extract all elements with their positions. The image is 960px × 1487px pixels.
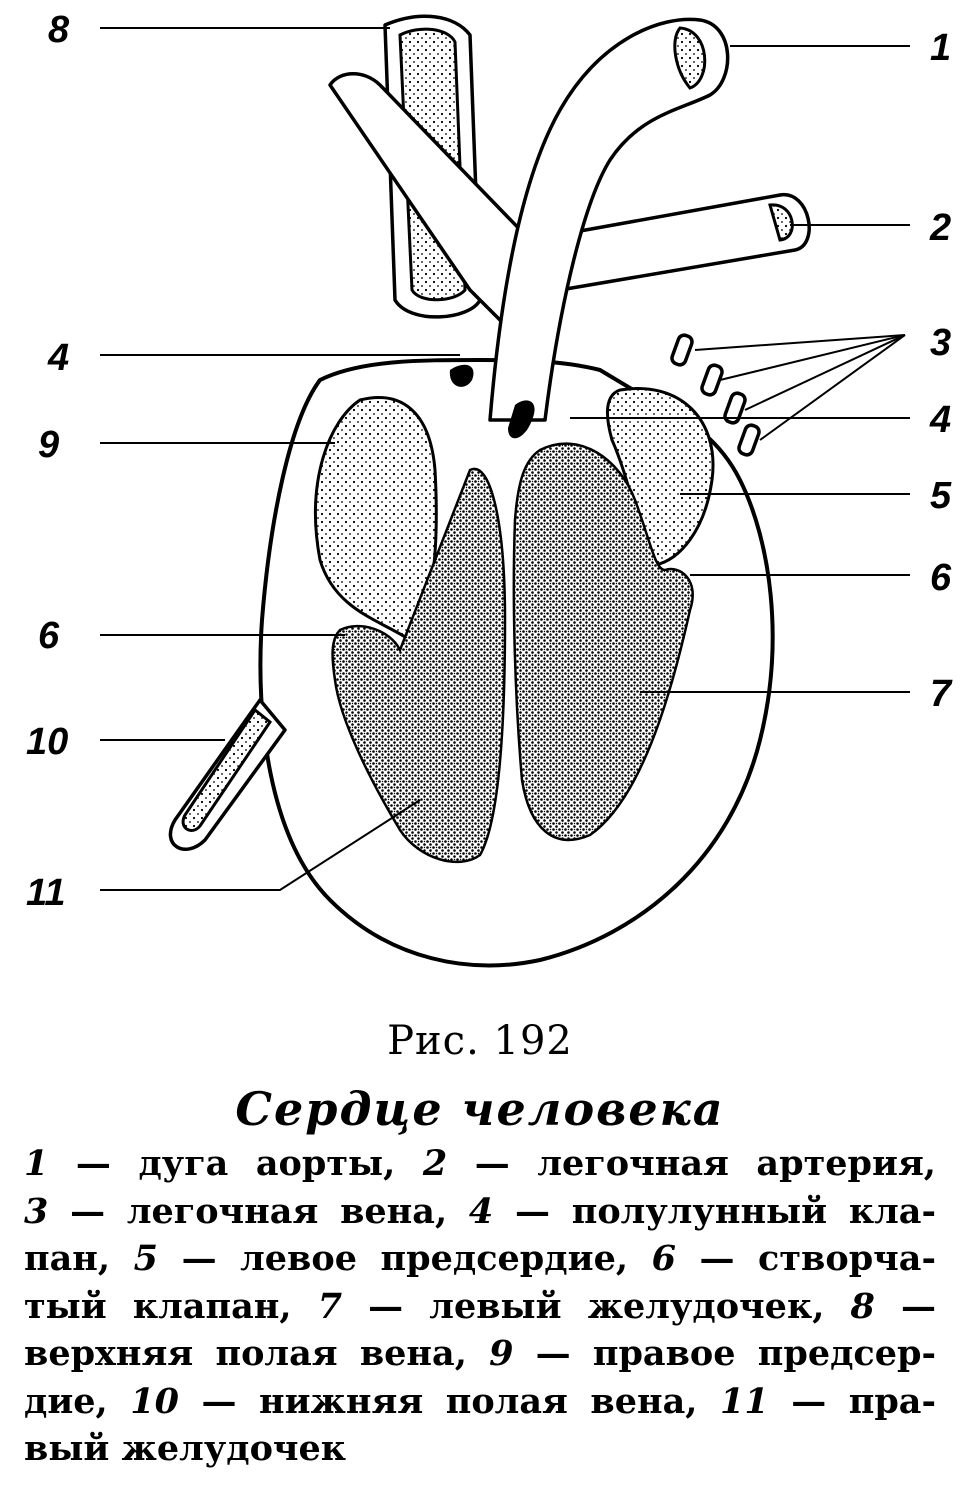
legend-text: — легочная артерия, <box>447 1143 936 1184</box>
legend-text: верхняя полая вена, <box>24 1333 490 1374</box>
legend-number: 3 <box>24 1190 49 1232</box>
legend-text: — легочная вена, <box>48 1190 469 1232</box>
legend-text: пан, <box>24 1238 134 1279</box>
legend-line <box>24 1140 936 1188</box>
legend-text: тый клапан, <box>24 1285 318 1327</box>
callout-6-left: 6 <box>38 615 60 657</box>
callout-9: 9 <box>38 424 60 466</box>
legend-number: 2 <box>422 1143 448 1184</box>
legend-line <box>24 1283 936 1331</box>
legend-text: — правое предсер- <box>513 1333 936 1374</box>
legend-text: — нижняя полая вена, <box>178 1380 720 1422</box>
callout-1: 1 <box>930 27 952 69</box>
callout-4-left: 4 <box>48 337 70 379</box>
callout-4-right: 4 <box>930 399 952 441</box>
legend-text: — створча- <box>675 1238 936 1279</box>
callout-5: 5 <box>930 475 952 517</box>
figure-title: Сердце человека <box>235 1082 725 1136</box>
legend-number: 9 <box>489 1333 514 1374</box>
callout-2: 2 <box>930 207 952 249</box>
callout-3: 3 <box>930 322 952 364</box>
legend-text: — дуга аорты, <box>48 1143 423 1184</box>
callout-7: 7 <box>930 673 952 715</box>
legend-number: 11 <box>719 1380 769 1422</box>
legend-number: 6 <box>651 1238 676 1279</box>
legend-text: — пра- <box>768 1380 937 1422</box>
callout-6-right: 6 <box>930 557 952 599</box>
legend-number: 4 <box>468 1190 494 1232</box>
legend-number: 1 <box>24 1143 49 1184</box>
figure-legend <box>24 1140 936 1473</box>
legend-text: — левое предсердие, <box>158 1238 652 1279</box>
legend-line <box>24 1235 936 1283</box>
legend-text: дие, <box>24 1380 131 1422</box>
legend-text: — левый желудочек, <box>342 1285 851 1327</box>
legend-line <box>24 1330 936 1378</box>
legend-number: 7 <box>317 1285 343 1327</box>
legend-line <box>24 1188 936 1236</box>
legend-number: 10 <box>130 1380 179 1422</box>
callout-10: 10 <box>26 721 69 763</box>
legend-number: 5 <box>133 1238 159 1279</box>
legend-line <box>24 1378 936 1426</box>
legend-number: 8 <box>850 1285 875 1327</box>
callout-8: 8 <box>48 9 70 51</box>
legend-line <box>24 1425 936 1473</box>
legend-text: — полулунный кла- <box>493 1190 936 1232</box>
legend-text: вый желудочек <box>24 1428 347 1469</box>
legend-text: — <box>874 1285 936 1327</box>
figure-number: Рис. 192 <box>387 1018 573 1064</box>
callout-11: 11 <box>26 872 66 914</box>
